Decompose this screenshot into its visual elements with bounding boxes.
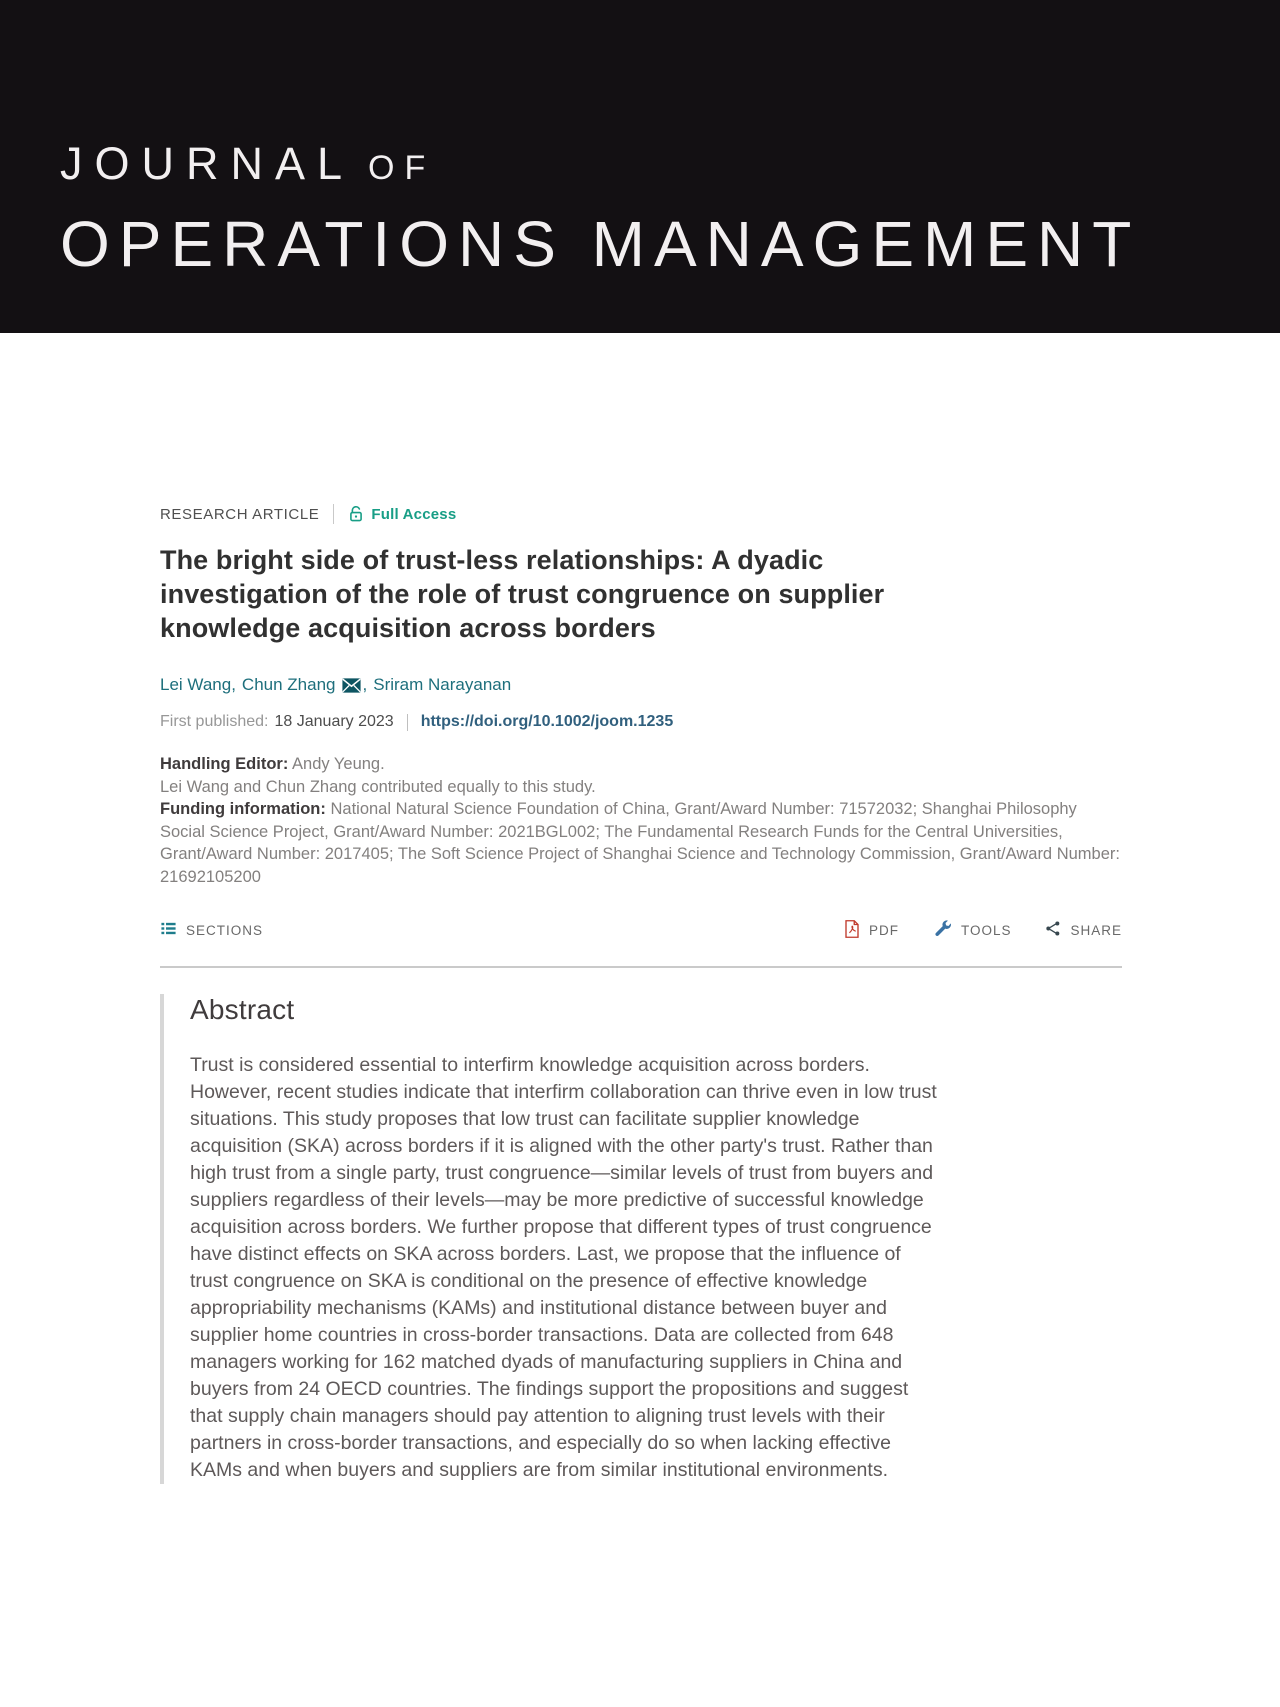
author-link-chun-zhang[interactable]: Chun Zhang: [241, 675, 336, 694]
journal-name-word-of: OF: [368, 149, 436, 187]
article-toolbar: [160, 916, 1122, 944]
author-link-sriram-narayanan[interactable]: Sriram Narayanan: [373, 675, 512, 694]
open-lock-icon: [348, 505, 364, 523]
tools-label: TOOLS: [960, 922, 1012, 938]
toolbar-left-group: [160, 920, 263, 940]
pdf-label: PDF: [868, 922, 899, 938]
handling-editor-label: Handling Editor:: [160, 755, 289, 773]
author-list: [160, 675, 1122, 695]
pdf-file-icon: [844, 920, 860, 941]
email-corresponding-author-icon[interactable]: [342, 678, 361, 693]
access-label: Full Access: [371, 505, 457, 523]
author-separator: ,: [231, 675, 236, 694]
author-separator: ,: [362, 675, 368, 694]
toolbar-divider: [160, 966, 1122, 968]
doi-link[interactable]: https://doi.org/10.1002/joom.1235: [420, 713, 674, 730]
access-status: [348, 505, 456, 523]
sections-list-icon: [160, 920, 177, 940]
journal-banner: [0, 0, 1280, 333]
share-button[interactable]: [1045, 920, 1122, 940]
abstract-section: [160, 994, 965, 1484]
journal-name-word-journal: JOURNAL: [60, 138, 355, 189]
article-type-label: RESEARCH ARTICLE: [160, 505, 320, 523]
publication-info-row: [160, 713, 1122, 731]
contribution-note: Lei Wang and Chun Zhang contributed equally to this study.: [160, 777, 596, 796]
article-notes: [160, 753, 1122, 888]
share-icon: [1045, 920, 1061, 940]
handling-editor-line: [160, 753, 1122, 776]
pdf-button[interactable]: [844, 920, 899, 941]
journal-name-line2: OPERATIONS MANAGEMENT: [60, 208, 1141, 280]
journal-name-line1: [60, 138, 1280, 189]
funding-label: Funding information:: [160, 800, 326, 818]
author-link-lei-wang[interactable]: Lei Wang: [160, 675, 232, 694]
first-published-date: 18 January 2023: [274, 713, 394, 730]
funding-text: National Natural Science Foundation of China, Grant/Award Number: 71572032; Shanghai Philosophy Social Science Project, Grant/Award Number: 2021BGL002; The Fundamental Research Funds for the Central Universities, Grant/Award Number: 2017405; The Soft Science Project of Shanghai Science and Technology Commission, Grant/Award Number: 21692105200: [160, 800, 1120, 886]
tools-button[interactable]: [933, 919, 1012, 941]
abstract-heading: Abstract: [190, 994, 295, 1025]
article-header-section: [0, 333, 1280, 1484]
share-label: SHARE: [1070, 922, 1122, 938]
published-divider: [407, 714, 408, 731]
sections-button[interactable]: [160, 920, 263, 940]
funding-information: [160, 798, 1122, 888]
article-title: The bright side of trust-less relationships: A dyadic investigation of the role of trust congruence on supplier knowledge acquisition across borders: [160, 545, 885, 643]
toolbar-right-group: [844, 919, 1122, 941]
article-meta-row: [160, 503, 1122, 525]
meta-divider: [333, 504, 334, 524]
sections-label: SECTIONS: [186, 922, 264, 938]
handling-editor-value: Andy Yeung.: [292, 755, 385, 773]
abstract-text: Trust is considered essential to interfirm knowledge acquisition across borders. However, recent studies indicate that interfirm collaboration can thrive even in low trust situations. This study proposes that low trust can facilitate supplier knowledge acquisition (SKA) across borders if it is aligned with the other party's trust. Rather than high trust from a single party, trust congruence—similar levels of trust from buyers and suppliers regardless of their levels—may be more predictive of successful knowledge acquisition across borders. We further propose that different types of trust congruence have distinct effects on SKA across borders. Last, we propose that the influence of trust congruence on SKA is conditional on the presence of effective knowledge appropriability mechanisms (KAMs) and institutional distance between buyer and supplier home countries in cross-border transactions. Data are collected from 648 managers working for 162 matched dyads of manufacturing suppliers in China and buyers from 24 OECD countries. The findings support the propositions and suggest that supply chain managers should pay attention to aligning trust levels with their partners in cross-border transactions, and especially do so when lacking effective KAMs and when buyers and suppliers are from similar institutional environments.: [190, 1054, 937, 1481]
wrench-icon: [933, 919, 952, 941]
first-published-label: First published:: [160, 713, 269, 730]
